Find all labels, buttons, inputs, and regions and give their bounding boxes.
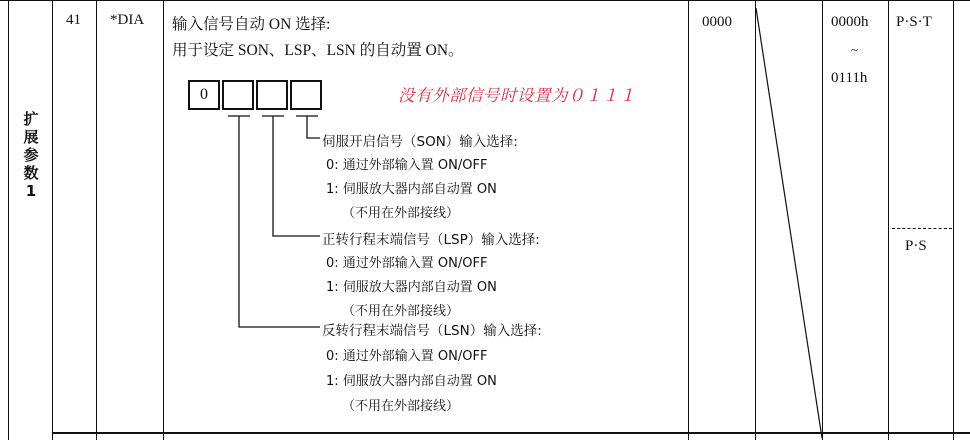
param-symbol: *DIA: [110, 12, 145, 28]
lsn-option-1-note: （不用在外部接线）: [342, 399, 460, 414]
lsp-option-1: 1: 伺服放大器内部自动置 ON: [326, 280, 497, 295]
default-setting-note: 没有外部信号时设置为０１１１: [398, 86, 636, 105]
lsn-option-1: 1: 伺服放大器内部自动置 ON: [326, 374, 497, 389]
category-char: 扩: [23, 110, 39, 128]
son-option-1: 1: 伺服放大器内部自动置 ON: [326, 182, 497, 197]
col-border-3: [163, 0, 164, 440]
param-description: 用于设定 SON、LSP、LSN 的自动置 ON。: [172, 42, 464, 59]
col-border-7: [888, 0, 889, 440]
control-mode-divider: [892, 228, 952, 229]
initial-value: 0000: [702, 14, 732, 30]
control-mode-secondary: P·S: [905, 238, 927, 254]
row-bottom-border: [52, 432, 970, 434]
col-border-0: [8, 0, 9, 440]
lsp-option-0: 0: 通过外部输入置 ON/OFF: [326, 256, 488, 271]
digit-box-3: [256, 80, 288, 110]
range-max: 0111h: [831, 70, 868, 86]
lsn-option-0: 0: 通过外部输入置 ON/OFF: [326, 349, 488, 364]
son-option-1-note: （不用在外部接线）: [342, 206, 460, 221]
lsn-selection-title: 反转行程末端信号（LSN）输入选择:: [322, 323, 542, 339]
digit-box-1: 0: [188, 80, 220, 110]
param-title: 输入信号自动 ON 选择:: [172, 16, 331, 33]
param-number: 41: [66, 12, 81, 28]
category-char: 1: [25, 182, 37, 200]
col-border-8: [953, 0, 954, 440]
category-char: 展: [23, 128, 39, 146]
control-mode-primary: P·S·T: [896, 14, 932, 30]
son-selection-title: 伺服开启信号（SON）输入选择:: [322, 134, 518, 150]
digit-box-2: [222, 80, 254, 110]
digit-box-4: [290, 80, 322, 110]
category-label: [14, 110, 48, 200]
lsp-selection-title: 正转行程末端信号（LSP）输入选择:: [322, 232, 540, 248]
unit-slash: [755, 0, 825, 440]
col-border-4: [688, 0, 689, 440]
range-min: 0000h: [831, 14, 869, 30]
range-separator: ~: [851, 42, 859, 57]
son-option-0: 0: 通过外部输入置 ON/OFF: [326, 158, 488, 173]
col-border-2: [96, 0, 97, 440]
lsp-option-1-note: （不用在外部接线）: [342, 304, 460, 319]
col-border-1: [52, 0, 53, 440]
category-char: 参: [23, 146, 39, 164]
category-char: 数: [23, 164, 39, 182]
bit-connector-lines: [220, 110, 330, 340]
